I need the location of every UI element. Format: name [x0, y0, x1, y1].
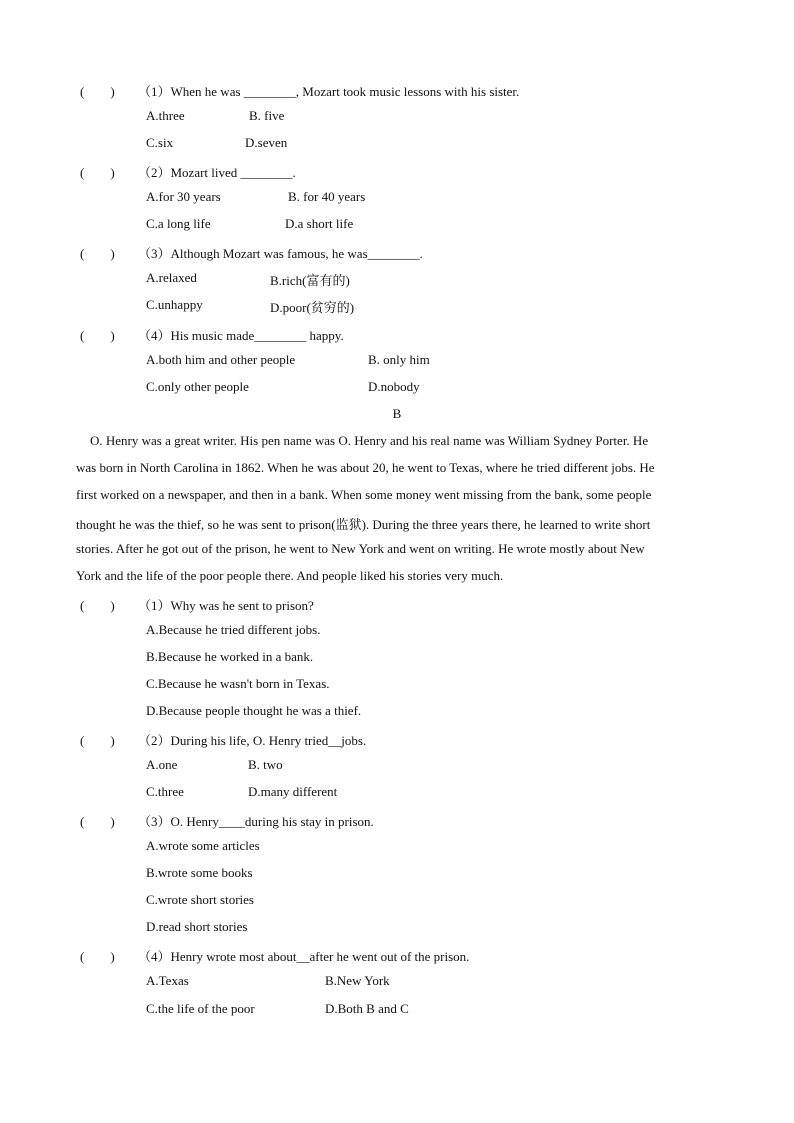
- answer-blank[interactable]: ( ): [80, 84, 115, 99]
- question-stem: （1）Why was he sent to prison?: [138, 598, 314, 613]
- option-b: B. five: [249, 108, 285, 123]
- option-a: A.relaxed: [146, 270, 197, 285]
- passage-line: York and the life of the poor people there. And people liked his stories very much.: [76, 568, 504, 583]
- option-c: C.six: [146, 135, 174, 150]
- section-label: B: [392, 406, 402, 421]
- question-stem: （1）When he was ________, Mozart took music lessons with his sister.: [138, 84, 520, 99]
- option-d: D.read short stories: [146, 919, 248, 934]
- question-stem: （3）Although Mozart was famous, he was________.: [138, 246, 423, 261]
- answer-blank[interactable]: ( ): [80, 598, 115, 613]
- passage-line: thought he was the thief, so he was sent to prison(监狱). During the three years there, he learned to write short: [76, 517, 651, 532]
- question-stem: （2）During his life, O. Henry tried__jobs.: [138, 733, 367, 748]
- option-b: B. two: [248, 757, 283, 772]
- answer-blank[interactable]: ( ): [80, 246, 115, 261]
- option-c: C.the life of the poor: [146, 1001, 255, 1016]
- passage-line: stories. After he got out of the prison, he went to New York and went on writing. He wrote mostly about New: [76, 541, 645, 556]
- option-b: B.rich(富有的): [270, 273, 350, 288]
- question-b2: [80, 730, 366, 749]
- answer-blank[interactable]: ( ): [80, 814, 115, 829]
- question-stem: （3）O. Henry____during his stay in prison.: [138, 814, 374, 829]
- question-b3: [80, 811, 374, 830]
- option-a: A.both him and other people: [146, 352, 296, 367]
- question-stem: （2）Mozart lived ________.: [138, 165, 296, 180]
- answer-blank[interactable]: ( ): [80, 165, 115, 180]
- question-b4: [80, 946, 469, 965]
- option-c: C.three: [146, 784, 184, 799]
- passage-line: first worked on a newspaper, and then in a bank. When some money went missing from the bank, some people: [76, 487, 652, 502]
- question-a1: [80, 81, 519, 100]
- answer-blank[interactable]: ( ): [80, 949, 115, 964]
- option-b: B. for 40 years: [288, 189, 366, 204]
- option-c: C.unhappy: [146, 297, 203, 312]
- option-c: C.wrote short stories: [146, 892, 254, 907]
- passage-line: was born in North Carolina in 1862. When he was about 20, he went to Texas, where he tried different jobs. He: [76, 460, 655, 475]
- option-a: A.Texas: [146, 973, 189, 988]
- option-c: C.Because he wasn't born in Texas.: [146, 676, 330, 691]
- option-d: D.Because people thought he was a thief.: [146, 703, 362, 718]
- option-d: D.Both B and C: [325, 1001, 409, 1016]
- option-c: C.only other people: [146, 379, 249, 394]
- question-stem: （4）His music made________ happy.: [138, 328, 344, 343]
- option-b: B.New York: [325, 973, 390, 988]
- question-b1: [80, 595, 314, 614]
- option-d: D.nobody: [368, 379, 420, 394]
- option-d: D.seven: [245, 135, 288, 150]
- answer-blank[interactable]: ( ): [80, 733, 115, 748]
- question-stem: （4）Henry wrote most about__after he went out of the prison.: [138, 949, 470, 964]
- question-a2: [80, 162, 296, 181]
- option-b: B.Because he worked in a bank.: [146, 649, 314, 664]
- option-d: D.many different: [248, 784, 338, 799]
- option-a: A.Because he tried different jobs.: [146, 622, 321, 637]
- option-d: D.a short life: [285, 216, 354, 231]
- option-a: A.for 30 years: [146, 189, 221, 204]
- option-c: C.a long life: [146, 216, 211, 231]
- question-a4: [80, 325, 344, 344]
- answer-blank[interactable]: ( ): [80, 328, 115, 343]
- option-d: D.poor(贫穷的): [270, 300, 355, 315]
- option-a: A.three: [146, 108, 185, 123]
- option-b: B. only him: [368, 352, 430, 367]
- option-a: A.one: [146, 757, 178, 772]
- option-b: B.wrote some books: [146, 865, 253, 880]
- passage-line: O. Henry was a great writer. His pen name was O. Henry and his real name was William Sydney Porter. He: [90, 433, 649, 448]
- option-a: A.wrote some articles: [146, 838, 260, 853]
- question-a3: [80, 243, 423, 262]
